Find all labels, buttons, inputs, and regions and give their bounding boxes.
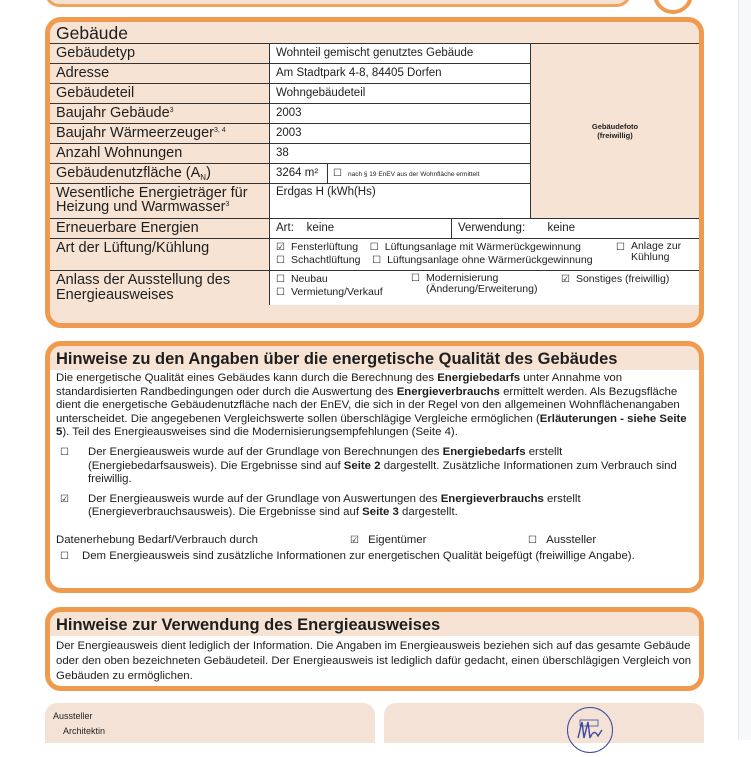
table-row (50, 104, 531, 124)
checkbox[interactable]: ☐ (60, 446, 69, 458)
cooling-option[interactable] (616, 241, 681, 267)
hints-body (50, 370, 699, 593)
option-label: Anlage zur (630, 240, 682, 252)
type-label: Art: (276, 222, 294, 234)
option-label: Neubau (290, 273, 328, 285)
option-text: Der Energieausweis wurde auf der Grundlage von Berechnungen des Energiebedarfs erstellt (Energiebedarfsausweis). Die Ergebnisse sind auf Seite 2 dargestellt. Zusätzliche Informationen zum Verbrauch sind freiwillig. (88, 445, 677, 486)
page-edge (738, 0, 751, 740)
option-label: Vermietung/Verkauf (290, 286, 383, 298)
row-label: Erneuerbare Energien (56, 220, 199, 236)
vent-option[interactable] (276, 254, 360, 266)
checkbox[interactable]: ☑ (60, 493, 69, 505)
issuer-profession: Architektin (63, 726, 106, 736)
label-text: Gebäudenutzfläche (A (56, 165, 201, 181)
photo-optional-label: (freiwillig) (597, 131, 633, 140)
renewable-cell (269, 219, 699, 238)
option-label: Lüftungsanlage mit Wärmerückgewinnung (384, 241, 581, 253)
option-label: Kühlung (630, 251, 670, 263)
label-text: Anlass der Ausstellung des (56, 272, 231, 288)
stamp-signature-icon (568, 708, 612, 752)
option-label: Sonstiges (freiwillig) (575, 273, 670, 285)
table-row (50, 124, 531, 144)
checkbox[interactable]: ☑ (350, 534, 359, 546)
table-row (50, 184, 531, 219)
option-label: Fensterlüftung (290, 241, 359, 253)
checkbox[interactable]: ☐ (369, 242, 379, 253)
label-text: Energieausweises (56, 287, 174, 303)
row-label: Gebäudetyp (56, 45, 136, 61)
table-row (50, 271, 699, 305)
checkbox[interactable]: ☑ (276, 242, 285, 253)
usage-label: Verwendung: (458, 222, 526, 234)
signature-box (384, 703, 704, 743)
option-label: Modernisierung (425, 272, 499, 284)
row-label (50, 271, 269, 305)
ventilation-cell (269, 239, 699, 270)
hints-paragraph: Die energetische Qualität eines Gebäudes kann durch die Berechnung des Energiebedarfs unter Annahme von standardisierten Randbedingungen oder durch die Auswertung des Energieverbrauchs ermittelt werden. Als Bezugsfläche dient die energetische Gebäudenutzfläche nach der EnEV, die sich in der Regel von den allgemeinen Wohnflächenangaben unterscheidet. Die angegebenen Vergleichswerte sollen überschlägige Vergleiche ermöglichen (Erläuterungen - siehe Seite 5). Teil des Energieausweises sind die Modernisierungsempfehlungen (Seite 4). (56, 372, 687, 439)
row-label: Gebäudeteil (56, 85, 135, 101)
area-cell (269, 164, 531, 183)
option-label: Aussteller (546, 533, 597, 546)
label-text: Heizung und Warmwasser (56, 199, 226, 215)
vent-option[interactable] (372, 254, 592, 266)
building-panel (45, 17, 704, 328)
usage-title: Hinweise zur Verwendung des Energieausweises (56, 616, 441, 634)
type-value: keine (306, 222, 335, 234)
occasion-option[interactable] (411, 273, 561, 299)
table-row (50, 64, 531, 84)
checkbox[interactable]: ☐ (411, 273, 420, 284)
occasion-option[interactable] (561, 273, 669, 299)
issuer-option[interactable] (528, 534, 596, 548)
demand-certificate-option[interactable] (56, 446, 693, 487)
checkbox[interactable]: ☐ (372, 255, 382, 266)
occasion-cell (269, 271, 699, 305)
page-marker-circle (653, 0, 693, 14)
label-text-end: ) (206, 165, 211, 181)
building-photo-placeholder (531, 44, 699, 219)
renewable-type (270, 219, 452, 238)
row-label (50, 124, 269, 143)
table-row (50, 144, 531, 164)
energy-carrier-value: Erdgas H (kWh(Hs) (269, 184, 531, 218)
table-row (50, 164, 531, 184)
apartments-value: 38 (269, 144, 531, 163)
option-label: Eigentümer (368, 533, 427, 546)
subscript: N (200, 173, 207, 182)
row-label (50, 184, 269, 218)
vent-option[interactable] (276, 241, 358, 253)
footnote-ref: 3 (169, 107, 174, 114)
hints-title: Hinweise zu den Angaben über die energetische Qualität des Gebäudes (56, 350, 618, 368)
option-text: Dem Energieausweis sind zusätzliche Informationen zur energetischen Qualität beigefügt (freiwillige Angabe). (82, 549, 635, 562)
footnote-ref: 3 (225, 201, 230, 208)
data-collection-label: Datenerhebung Bedarf/Verbrauch durch (56, 533, 259, 546)
usage-value: keine (547, 222, 576, 234)
ventilation-options (276, 241, 616, 267)
checkbox[interactable]: ☐ (60, 550, 69, 562)
occasion-option[interactable] (276, 273, 411, 286)
building-table (50, 44, 699, 305)
consumption-certificate-option[interactable] (56, 493, 693, 520)
row-label: Anzahl Wohnungen (56, 145, 183, 161)
option-label: Lüftungsanlage ohne Wärmerückgewinnung (387, 254, 593, 266)
table-row (50, 239, 699, 271)
option-label: Schachtlüftung (290, 254, 361, 266)
owner-option[interactable] (350, 534, 528, 548)
heater-year-value: 2003 (269, 124, 531, 143)
checkbox[interactable]: ☐ (276, 287, 285, 298)
construction-year-value: 2003 (269, 104, 531, 123)
label-text: Baujahr Wärmeerzeuger (56, 125, 214, 141)
checkbox[interactable]: ☐ (276, 274, 285, 285)
label-text: Baujahr Gebäude (56, 105, 170, 121)
building-title: Gebäude (50, 22, 699, 44)
issuer-label: Aussteller (53, 711, 93, 721)
area-note (328, 164, 479, 183)
table-row (50, 44, 531, 64)
checkbox[interactable]: ☐ (528, 534, 537, 546)
table-row (50, 84, 531, 104)
row-label (50, 104, 269, 123)
checkbox[interactable]: ☐ (333, 168, 342, 179)
building-type-value: Wohnteil gemischt genutztes Gebäude (269, 44, 531, 63)
row-label: Adresse (56, 65, 110, 81)
vent-option[interactable] (370, 241, 581, 253)
previous-panel-fragment (45, 0, 631, 7)
area-value: 3264 m² (270, 164, 328, 183)
renewable-usage (452, 219, 575, 238)
usage-panel (45, 607, 704, 691)
occasion-option[interactable] (276, 286, 411, 299)
footnote-ref: 3, 4 (213, 127, 226, 134)
checkbox[interactable]: ☐ (276, 255, 285, 266)
option-label: (Änderung/Erweiterung) (425, 283, 538, 295)
table-row (50, 219, 699, 239)
usage-text: Der Energieausweis dient lediglich der Information. Die Angaben im Energieausweis beziehen sich auf das gesamte Gebäude oder den oben bezeichneten Gebäudeteil. Der Energieausweis ist lediglich dafür gedacht, einen überschlägigen Vergleich von Gebäuden zu ermöglichen. (50, 636, 699, 691)
label-text: Wesentliche Energieträger für (56, 185, 248, 201)
data-collection-row (56, 534, 693, 548)
extra-info-option[interactable] (56, 550, 693, 564)
row-label: Art der Lüftung/Kühlung (56, 240, 210, 256)
option-text: Der Energieausweis wurde auf der Grundlage von Auswertungen des Energieverbrauchs erstellt (Energieverbrauchsausweis). Die Ergebnisse sind auf Seite 3 dargestellt. (88, 492, 581, 519)
row-label (50, 164, 269, 183)
official-stamp (567, 707, 613, 753)
issuer-box (45, 703, 375, 743)
address-value: Am Stadtpark 4-8, 84405 Dorfen (269, 64, 531, 83)
hints-panel (45, 341, 704, 593)
area-note-text: nach § 19 EnEV aus der Wohnfläche ermittelt (347, 171, 480, 178)
photo-label: Gebäudefoto (591, 122, 639, 131)
checkbox[interactable]: ☐ (616, 242, 625, 253)
checkbox[interactable]: ☑ (561, 274, 570, 285)
building-part-value: Wohngebäudeteil (269, 84, 531, 103)
